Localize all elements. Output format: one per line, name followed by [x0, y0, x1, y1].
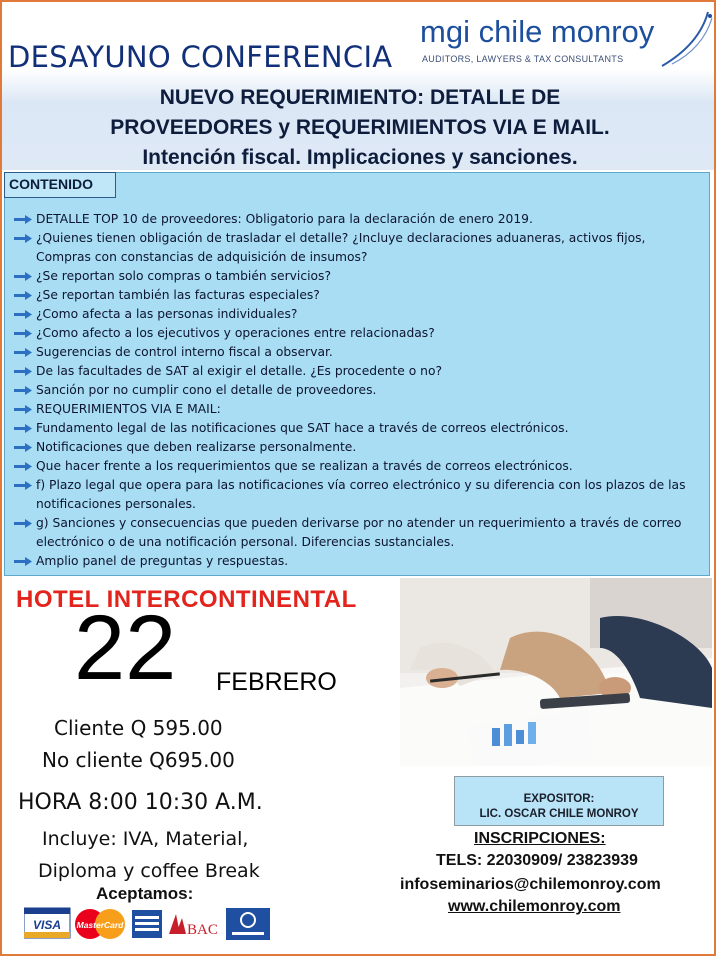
headline-line-3: Intención fiscal. Implicaciones y sanciones.: [142, 146, 578, 169]
list-item-text: De las facultades de SAT al exigir el detalle. ¿Es procedente o no?: [36, 364, 442, 378]
list-item-text: REQUERIMIENTOS VIA E MAIL:: [36, 402, 221, 416]
list-item-text: DETALLE TOP 10 de proveedores: Obligatorio para la declaración de enero 2019.: [36, 212, 533, 226]
list-item-text: g) Sanciones y consecuencias que pueden derivarse por no atender un requerimiento a través de correo electrónico o de una notificación personal. Diferencias sustanciales.: [36, 516, 682, 549]
headline-line-2: PROVEEDORES y REQUERIMIENTOS VIA E MAIL.: [110, 116, 610, 139]
list-item-text: ¿Como afecta a las personas individuales?: [36, 307, 298, 321]
speaker-name: LIC. OSCAR CHILE MONROY: [479, 808, 639, 820]
list-item-text: ¿Se reportan también las facturas especiales?: [36, 288, 320, 302]
registration-title: INSCRIPCIONES:: [474, 830, 606, 847]
price-nonclient: No cliente Q695.00: [42, 748, 235, 772]
registration-email[interactable]: infoseminarios@chilemonroy.com: [400, 876, 661, 893]
accepted-payments-label: Aceptamos:: [96, 884, 194, 903]
list-item-text: ¿Quienes tienen obligación de trasladar el detalle? ¿Incluye declaraciones aduaneras, activos fijos, Compras con constancias de adquisición de insumos?: [36, 231, 646, 264]
list-item-text: Sugerencias de control interno fiscal a observar.: [36, 345, 333, 359]
list-item-text: Fundamento legal de las notificaciones que SAT hace a través de correos electrónicos.: [36, 421, 569, 435]
list-item-text: Que hacer frente a los requerimientos que se realizan a través de correos electrónicos.: [36, 459, 573, 473]
list-item-text: Notificaciones que deben realizarse personalmente.: [36, 440, 357, 454]
logo-name: mgi chile monroy: [420, 14, 655, 49]
registration-phones: TELS: 22030909/ 23823939: [436, 852, 638, 869]
list-item-text: ¿Se reportan solo compras o también servicios?: [36, 269, 331, 283]
logo-tagline: AUDITORS, LAWYERS & TAX CONSULTANTS: [422, 54, 624, 64]
mastercard-label: MasterCard: [76, 920, 124, 930]
includes-line-2: Diploma y coffee Break: [38, 860, 260, 882]
bac-label: BAC: [187, 922, 218, 938]
list-item-text: Amplio panel de preguntas y respuestas.: [36, 554, 289, 568]
registration-website-link[interactable]: www.chilemonroy.com: [448, 898, 621, 915]
includes-line-1: Incluye: IVA, Material,: [42, 828, 249, 850]
speaker-label: EXPOSITOR:: [523, 793, 595, 805]
content-label: CONTENIDO: [4, 172, 116, 198]
headline-line-1: NUEVO REQUERIMIENTO: DETALLE DE: [159, 86, 561, 109]
event-type-title: DESAYUNO CONFERENCIA: [8, 40, 393, 74]
list-item-text: Sanción por no cumplir cono el detalle de proveedores.: [36, 383, 377, 397]
event-month: FEBRERO: [216, 668, 337, 696]
price-client: Cliente Q 595.00: [54, 716, 223, 740]
list-item-text: f) Plazo legal que opera para las notificaciones vía correo electrónico y su diferencia con los plazos de las notificaciones personales.: [36, 478, 686, 511]
event-day: 22: [74, 597, 177, 699]
visa-card-label: VISA: [32, 918, 62, 932]
list-item-text: ¿Como afecto a los ejecutivos y operaciones entre relacionadas?: [36, 326, 435, 340]
venue-name: HOTEL INTERCONTINENTAL: [16, 586, 357, 613]
event-time: HORA 8:00 10:30 A.M.: [18, 790, 263, 815]
